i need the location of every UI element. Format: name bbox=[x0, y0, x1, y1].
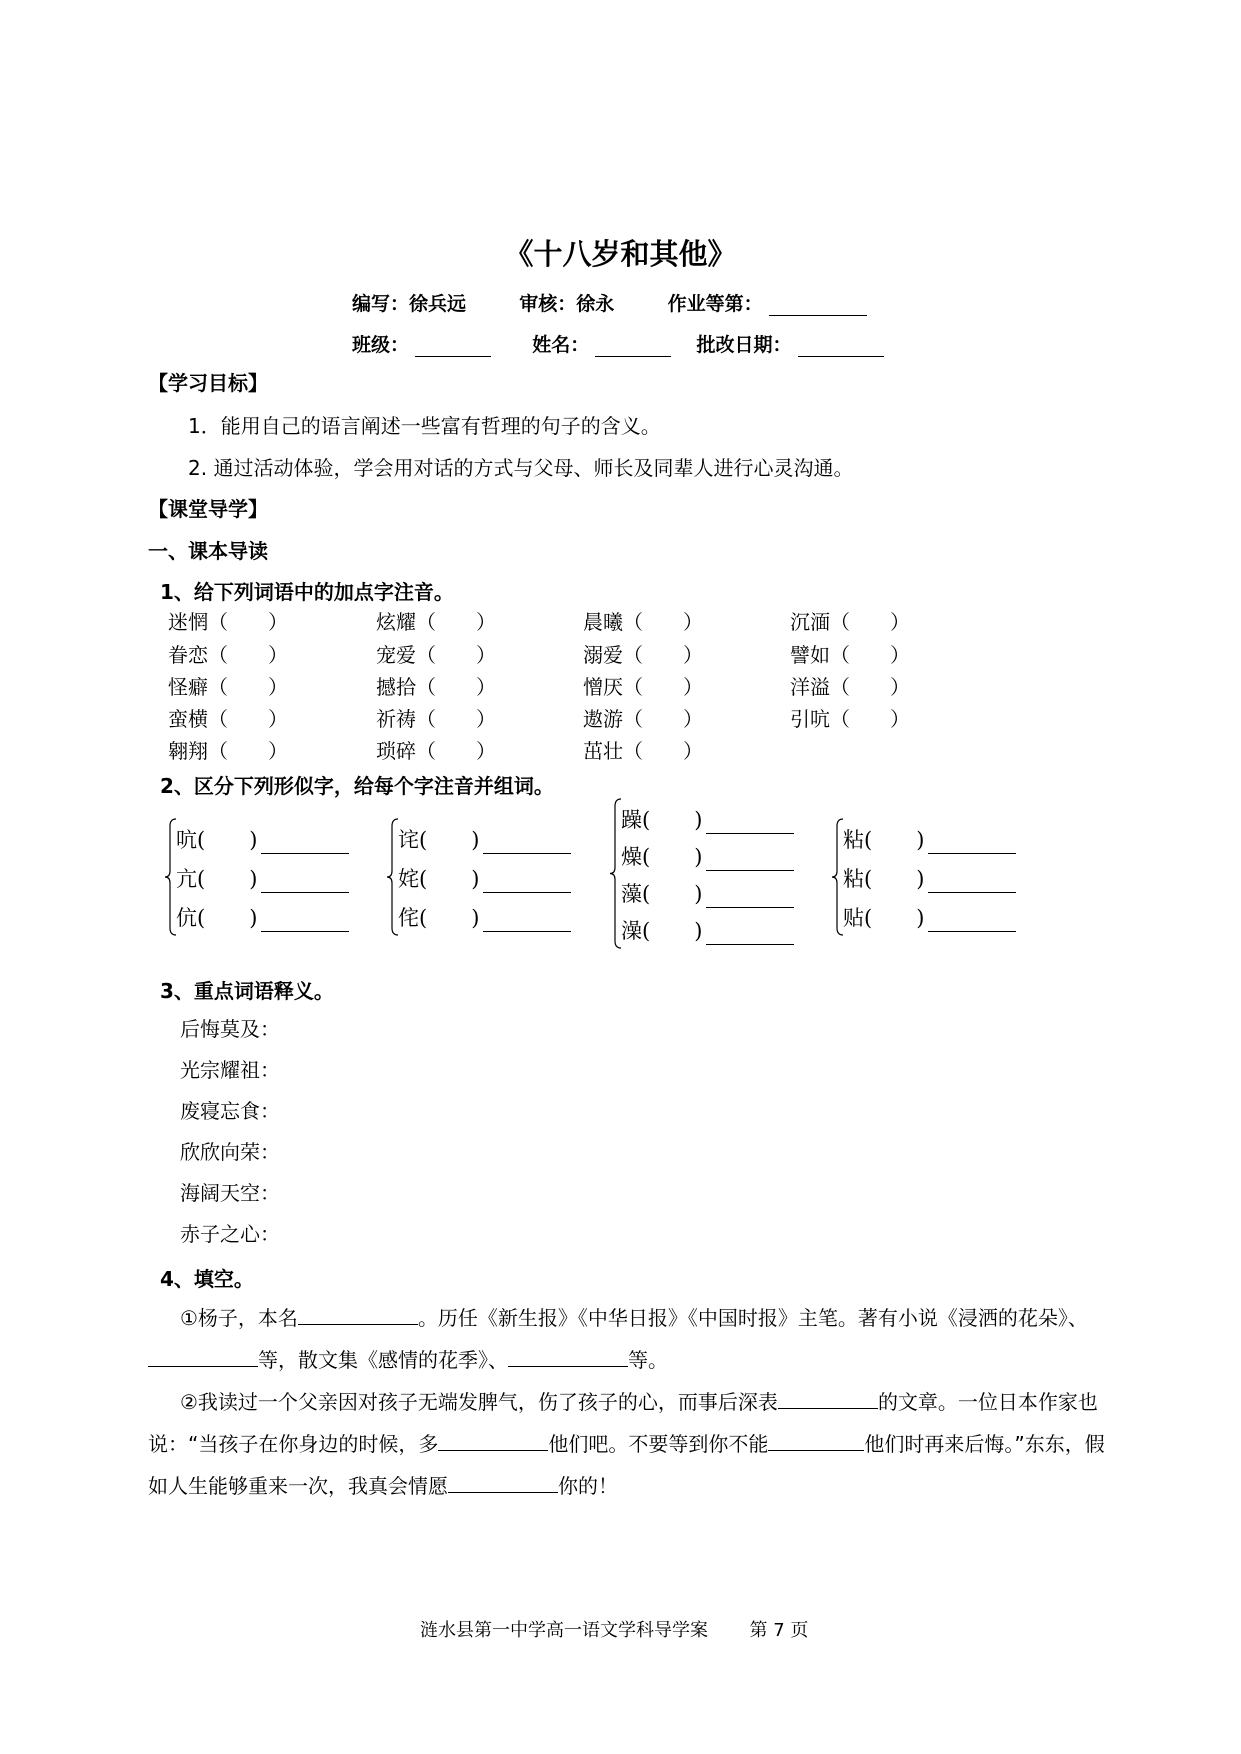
q1-item bbox=[376, 735, 496, 764]
q2-char: 粘 bbox=[843, 828, 864, 852]
q2-char: 燥 bbox=[621, 845, 642, 869]
q2-word-blank[interactable] bbox=[261, 872, 349, 893]
q2-word-blank[interactable] bbox=[706, 924, 794, 945]
reviewer-name: 徐永 bbox=[576, 293, 615, 315]
q2-word-blank[interactable] bbox=[706, 850, 794, 871]
q1-item bbox=[376, 606, 496, 635]
q1-paren-open: （ bbox=[830, 610, 850, 634]
q1-paren-close: ） bbox=[890, 643, 910, 667]
q1-paren-close: ） bbox=[476, 610, 496, 634]
q1-paren-open: （ bbox=[623, 675, 643, 699]
q2-item bbox=[398, 863, 571, 893]
q1-item bbox=[583, 703, 703, 732]
q1-word: 祈祷 bbox=[376, 707, 416, 731]
q1-paren-close: ） bbox=[890, 610, 910, 634]
q1-paren-open: （ bbox=[208, 675, 228, 699]
q2-paren-close: ) bbox=[694, 808, 703, 832]
date-label: 批改日期： bbox=[696, 334, 792, 356]
q2-item bbox=[176, 824, 349, 854]
q1-label: 1、给下列词语中的加点字注音。 bbox=[160, 580, 454, 604]
q1-paren-close: ） bbox=[268, 643, 288, 667]
q1-word: 譬如 bbox=[790, 643, 830, 667]
q1-paren-open: （ bbox=[623, 739, 643, 763]
q2-paren-open: ( bbox=[642, 919, 651, 943]
q2-char: 躁 bbox=[621, 808, 642, 832]
q2-word-blank[interactable] bbox=[928, 833, 1016, 854]
q1-paren-open: （ bbox=[208, 610, 228, 634]
q1-paren-close: ） bbox=[268, 739, 288, 763]
q2-paren-close: ) bbox=[694, 882, 703, 906]
q2-item bbox=[621, 878, 794, 908]
q2-word-blank[interactable] bbox=[483, 872, 571, 893]
q2-item bbox=[398, 902, 571, 932]
q1-word: 蛮横 bbox=[168, 707, 208, 731]
q2-paren-close: ) bbox=[471, 828, 480, 852]
q1-item bbox=[790, 703, 910, 732]
q1-word: 翱翔 bbox=[168, 739, 208, 763]
class-label: 班级： bbox=[352, 334, 410, 356]
q2-paren-close: ) bbox=[471, 867, 480, 891]
q2-word-blank[interactable] bbox=[261, 833, 349, 854]
q3-label: 3、重点词语释义。 bbox=[160, 979, 334, 1003]
q2-paren-open: ( bbox=[197, 867, 206, 891]
fill-blank-1[interactable] bbox=[298, 1302, 418, 1325]
fill-blank-2[interactable] bbox=[148, 1344, 258, 1367]
q1-paren-close: ） bbox=[683, 643, 703, 667]
q1-item bbox=[168, 639, 288, 668]
footer-page: 第 7 页 bbox=[749, 1620, 809, 1641]
q1-word: 洋溢 bbox=[790, 675, 830, 699]
q1-paren-close: ） bbox=[268, 610, 288, 634]
q2-paren-open: ( bbox=[197, 906, 206, 930]
q1-item bbox=[583, 671, 703, 700]
q1-paren-close: ） bbox=[890, 675, 910, 699]
page-title: 《十八岁和其他》 bbox=[504, 237, 737, 271]
q2-paren-open: ( bbox=[864, 867, 873, 891]
q2-item bbox=[621, 841, 794, 871]
q2-char: 诧 bbox=[398, 828, 419, 852]
fill-blank-3[interactable] bbox=[508, 1344, 628, 1367]
fill-blank-6[interactable] bbox=[768, 1428, 864, 1451]
section-goals: 【学习目标】 bbox=[148, 371, 268, 395]
q1-paren-close: ） bbox=[683, 739, 703, 763]
q2-paren-close: ) bbox=[249, 828, 258, 852]
q2-word-blank[interactable] bbox=[928, 872, 1016, 893]
q2-item bbox=[843, 824, 1016, 854]
q3-term: 赤子之心： bbox=[180, 1222, 280, 1246]
q1-paren-close: ） bbox=[683, 610, 703, 634]
fill-blank-4[interactable] bbox=[778, 1386, 878, 1409]
q2-char: 姹 bbox=[398, 867, 419, 891]
q1-item bbox=[376, 703, 496, 732]
footer bbox=[420, 1616, 808, 1642]
q2-paren-open: ( bbox=[642, 845, 651, 869]
q3-term: 海阔天空： bbox=[180, 1181, 280, 1205]
q1-paren-close: ） bbox=[890, 707, 910, 731]
name-blank[interactable] bbox=[595, 336, 671, 357]
fill-blank-5[interactable] bbox=[438, 1428, 548, 1451]
meta-row-2 bbox=[352, 330, 884, 357]
writer-label: 编写： bbox=[352, 293, 410, 315]
q2-char: 澡 bbox=[621, 919, 642, 943]
q1-item bbox=[168, 735, 288, 764]
q1-item bbox=[376, 639, 496, 668]
q1-paren-open: （ bbox=[623, 610, 643, 634]
q1-paren-open: （ bbox=[208, 707, 228, 731]
meta-row-1 bbox=[352, 289, 867, 316]
fill-blank-7[interactable] bbox=[448, 1470, 558, 1493]
q2-item bbox=[398, 824, 571, 854]
q1-paren-close: ） bbox=[268, 707, 288, 731]
q2-paren-open: ( bbox=[642, 882, 651, 906]
q1-word: 憎厌 bbox=[583, 675, 623, 699]
q2-paren-open: ( bbox=[642, 808, 651, 832]
q2-paren-open: ( bbox=[419, 828, 428, 852]
q1-item bbox=[168, 671, 288, 700]
name-label: 姓名： bbox=[532, 334, 590, 356]
q2-paren-open: ( bbox=[864, 828, 873, 852]
q2-word-blank[interactable] bbox=[706, 887, 794, 908]
q1-paren-open: （ bbox=[416, 610, 436, 634]
q2-paren-close: ) bbox=[916, 906, 925, 930]
q1-item bbox=[583, 606, 703, 635]
q1-item bbox=[790, 639, 910, 668]
q2-word-blank[interactable] bbox=[261, 911, 349, 932]
q2-char: 侘 bbox=[398, 906, 419, 930]
q2-paren-close: ) bbox=[249, 906, 258, 930]
q2-char: 藻 bbox=[621, 882, 642, 906]
q1-paren-close: ） bbox=[476, 675, 496, 699]
q2-paren-close: ) bbox=[694, 919, 703, 943]
section-part1: 一、课本导读 bbox=[148, 539, 268, 563]
grade-blank[interactable] bbox=[769, 295, 867, 316]
q4-label: 4、填空。 bbox=[160, 1267, 254, 1291]
q1-word: 溺爱 bbox=[583, 643, 623, 667]
q2-word-blank[interactable] bbox=[928, 911, 1016, 932]
q1-word: 撼拾 bbox=[376, 675, 416, 699]
q2-item bbox=[843, 902, 1016, 932]
q2-char: 贴 bbox=[843, 906, 864, 930]
q1-paren-open: （ bbox=[416, 739, 436, 763]
q2-item bbox=[176, 863, 349, 893]
date-blank[interactable] bbox=[798, 336, 884, 357]
q1-word: 沉湎 bbox=[790, 610, 830, 634]
footer-school: 涟水县第一中学高一语文学科导学案 bbox=[420, 1620, 708, 1641]
q2-char: 伉 bbox=[176, 906, 197, 930]
grade-label: 作业等第： bbox=[667, 293, 763, 315]
q2-item bbox=[176, 902, 349, 932]
section-guide: 【课堂导学】 bbox=[148, 497, 268, 521]
q1-paren-open: （ bbox=[208, 739, 228, 763]
q1-item bbox=[790, 606, 910, 635]
q1-paren-open: （ bbox=[830, 643, 850, 667]
reviewer-label: 审核： bbox=[519, 293, 577, 315]
writer-name: 徐兵远 bbox=[409, 293, 467, 315]
q1-paren-close: ） bbox=[683, 707, 703, 731]
class-blank[interactable] bbox=[415, 336, 491, 357]
q2-item bbox=[621, 804, 794, 834]
q2-word-blank[interactable] bbox=[483, 911, 571, 932]
q1-word: 茁壮 bbox=[583, 739, 623, 763]
q1-word: 怪癖 bbox=[168, 675, 208, 699]
q1-word: 遨游 bbox=[583, 707, 623, 731]
q2-char: 粘 bbox=[843, 867, 864, 891]
q2-paren-close: ) bbox=[694, 845, 703, 869]
q4-paragraph-2: ②我读过一个父亲因对孩子无端发脾气，伤了孩子的心，而事后深表 的文章。一位日本作家也说：“当孩子在你身边的时候，多 他们吧。不要等到你不能 他们时再来后悔。”东东，假如人生能够重来一次，我真会情愿 你的！ bbox=[148, 1381, 1108, 1507]
q1-item bbox=[583, 735, 703, 764]
q1-paren-close: ） bbox=[476, 643, 496, 667]
q1-item bbox=[790, 671, 910, 700]
q1-paren-open: （ bbox=[416, 675, 436, 699]
q2-paren-close: ) bbox=[916, 828, 925, 852]
q2-word-blank[interactable] bbox=[706, 813, 794, 834]
q3-term: 光宗耀祖： bbox=[180, 1058, 280, 1082]
q1-item bbox=[168, 703, 288, 732]
q2-paren-open: ( bbox=[864, 906, 873, 930]
q2-paren-close: ) bbox=[249, 867, 258, 891]
q1-item bbox=[583, 639, 703, 668]
q2-label: 2、区分下列形似字，给每个字注音并组词。 bbox=[160, 774, 554, 798]
q1-item bbox=[168, 606, 288, 635]
q2-char: 亢 bbox=[176, 867, 197, 891]
q1-paren-open: （ bbox=[623, 707, 643, 731]
q3-term: 后悔莫及： bbox=[180, 1017, 280, 1041]
q1-paren-open: （ bbox=[623, 643, 643, 667]
q1-word: 宠爱 bbox=[376, 643, 416, 667]
q2-paren-open: ( bbox=[419, 867, 428, 891]
q2-paren-close: ) bbox=[471, 906, 480, 930]
q1-paren-open: （ bbox=[416, 643, 436, 667]
q2-item bbox=[843, 863, 1016, 893]
q1-word: 炫耀 bbox=[376, 610, 416, 634]
q2-item bbox=[621, 915, 794, 945]
q1-paren-close: ） bbox=[683, 675, 703, 699]
q1-paren-close: ） bbox=[476, 707, 496, 731]
q1-paren-open: （ bbox=[830, 675, 850, 699]
q1-word: 晨曦 bbox=[583, 610, 623, 634]
q1-paren-close: ） bbox=[476, 739, 496, 763]
q1-word: 琐碎 bbox=[376, 739, 416, 763]
q3-term: 欣欣向荣： bbox=[180, 1140, 280, 1164]
q2-paren-open: ( bbox=[197, 828, 206, 852]
goal-1: 1．能用自己的语言阐述一些富有哲理的句子的含义。 bbox=[188, 414, 661, 438]
q1-word: 迷惘 bbox=[168, 610, 208, 634]
q2-paren-open: ( bbox=[419, 906, 428, 930]
q1-item bbox=[376, 671, 496, 700]
q1-paren-open: （ bbox=[208, 643, 228, 667]
q1-paren-close: ） bbox=[268, 675, 288, 699]
q1-paren-open: （ bbox=[830, 707, 850, 731]
q3-term: 废寝忘食： bbox=[180, 1099, 280, 1123]
q2-paren-close: ) bbox=[916, 867, 925, 891]
q1-paren-open: （ bbox=[416, 707, 436, 731]
q2-char: 吭 bbox=[176, 828, 197, 852]
q4-paragraph-1: ①杨子，本名 。历任《新生报》《中华日报》《中国时报》主笔。著有小说《浸洒的花朵》、等，散文集《感情的花季》、 等。 bbox=[148, 1297, 1108, 1381]
goal-2: 2. 通过活动体验，学会用对话的方式与父母、师长及同辈人进行心灵沟通。 bbox=[188, 456, 854, 480]
q2-word-blank[interactable] bbox=[483, 833, 571, 854]
q1-word: 眷恋 bbox=[168, 643, 208, 667]
q1-word: 引吭 bbox=[790, 707, 830, 731]
